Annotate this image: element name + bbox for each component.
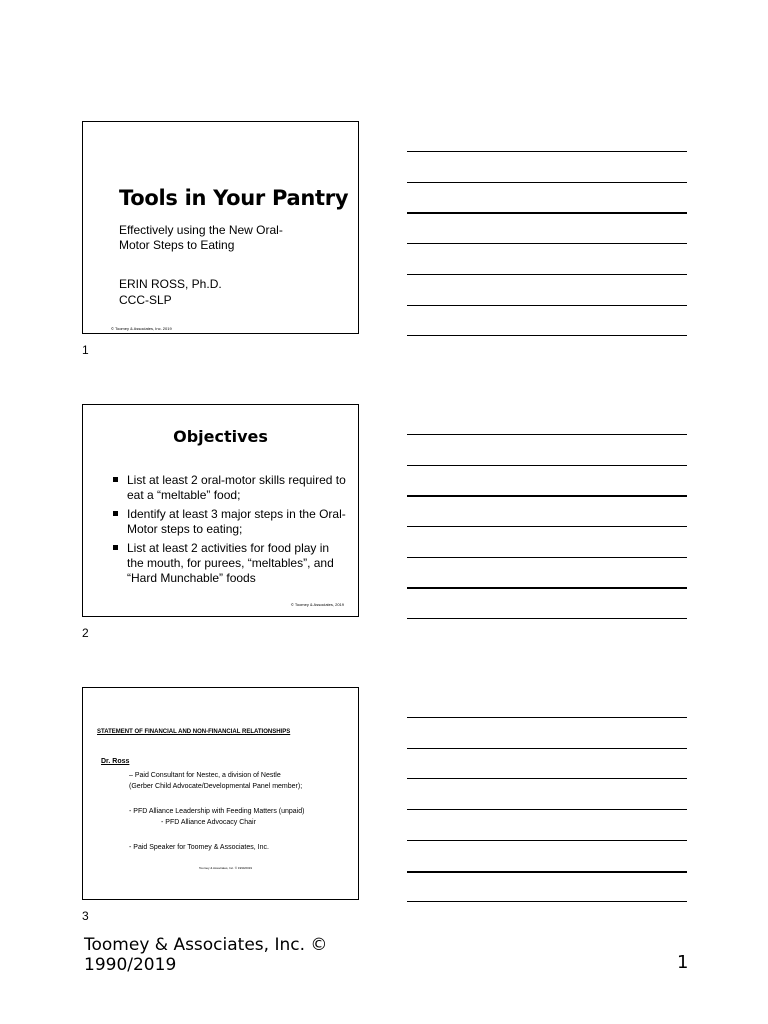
slide-2-thumbnail [82, 404, 359, 617]
slide-number-3: 3 [82, 909, 89, 923]
slide-1-subtitle-line-2: Motor Steps to Eating [119, 238, 235, 252]
note-line [407, 901, 687, 902]
slide-3-thumbnail [82, 687, 359, 900]
disclosure-advocacy: - PFD Alliance Advocacy Chair [161, 819, 256, 826]
objectives-list [113, 473, 348, 590]
note-line [407, 495, 687, 497]
note-line [407, 465, 687, 466]
slide-1-author-credential: CCC-SLP [119, 293, 172, 307]
note-line [407, 557, 687, 558]
list-item [113, 507, 348, 537]
slide-3-copyright: Toomey & Associates, Inc. © 1990/2019 [199, 866, 253, 870]
note-line [407, 809, 687, 810]
footer-org-line-1: Toomey & Associates, Inc. © [84, 935, 328, 955]
slide-1-copyright: © Toomey & Associates, Inc. 2019 [111, 326, 172, 331]
slide-1-title: Tools in Your Pantry [119, 186, 349, 210]
note-line [407, 151, 687, 152]
note-line [407, 434, 687, 435]
note-line [407, 243, 687, 244]
slide-2-title: Objectives [173, 427, 268, 446]
list-item [113, 473, 348, 503]
objective-text: List at least 2 activities for food play in the mouth, for purees, “meltables”, and “Hard Munchable” foods [127, 541, 334, 585]
footer-org-line-2: 1990/2019 [84, 955, 177, 975]
note-line [407, 717, 687, 718]
slide-number-2: 2 [82, 626, 89, 640]
footer-page-number: 1 [677, 952, 689, 973]
note-line [407, 840, 687, 841]
objective-text: List at least 2 oral-motor skills required to eat a “meltable” food; [127, 473, 346, 502]
list-item [113, 541, 348, 586]
footer-organization [84, 935, 327, 975]
note-line [407, 748, 687, 749]
slide-1-thumbnail [82, 121, 359, 334]
slide-3-heading: STATEMENT OF FINANCIAL AND NON-FINANCIAL RELATIONSHIPS [97, 729, 291, 735]
slide-number-1: 1 [82, 343, 89, 357]
disclosure-consultant [129, 770, 302, 792]
disclosure-leadership: - PFD Alliance Leadership with Feeding Matters (unpaid) [129, 808, 305, 815]
note-line [407, 182, 687, 183]
slide-1-subtitle-line-1: Effectively using the New Oral- [119, 223, 283, 237]
note-line [407, 871, 687, 873]
slide-3-presenter-name: Dr. Ross [101, 758, 130, 765]
note-line [407, 778, 687, 779]
slide-1-author [119, 276, 222, 308]
note-line [407, 212, 687, 214]
note-line [407, 618, 687, 619]
slide-2-copyright: © Toomey & Associates, 2019 [290, 602, 344, 607]
note-line [407, 274, 687, 275]
slide-1-author-name: ERIN ROSS, Ph.D. [119, 277, 222, 291]
disclosure-line: (Gerber Child Advocate/Developmental Panel member); [129, 783, 303, 790]
note-line [407, 526, 687, 527]
note-line [407, 305, 687, 306]
square-bullet-icon [113, 511, 118, 516]
slide-1-subtitle [119, 223, 319, 253]
note-line [407, 335, 687, 336]
objective-text: Identify at least 3 major steps in the Oral-Motor steps to eating; [127, 507, 346, 536]
square-bullet-icon [113, 545, 118, 550]
disclosure-speaker: - Paid Speaker for Toomey & Associates, Inc. [129, 844, 269, 851]
square-bullet-icon [113, 477, 118, 482]
note-line [407, 587, 687, 589]
disclosure-line: – Paid Consultant for Nestec, a division of Nestle [129, 772, 281, 779]
